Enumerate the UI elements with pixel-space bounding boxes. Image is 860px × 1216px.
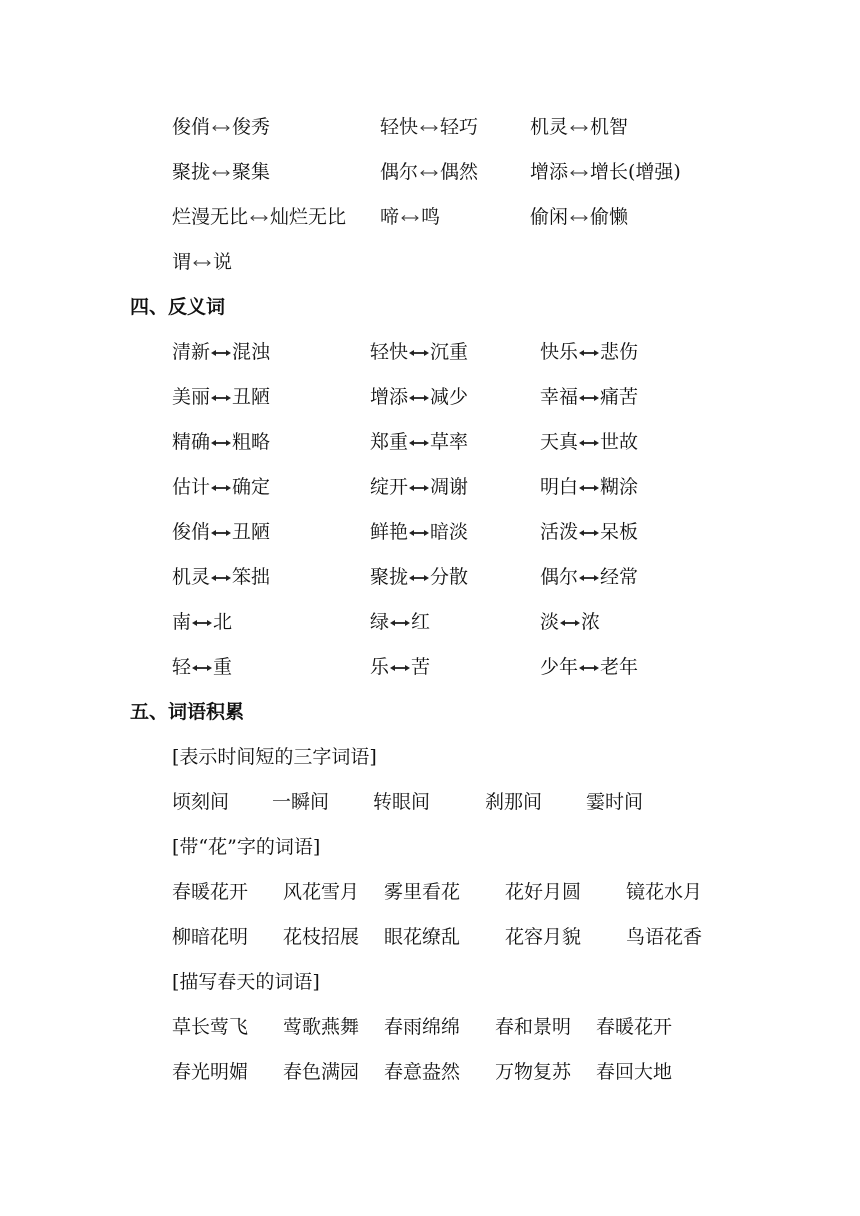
double-arrow-icon: [569, 214, 589, 222]
antonym-pair: 少年 老年: [540, 656, 639, 678]
double-arrow-icon: [192, 259, 212, 267]
vocab-word: 转眼间: [373, 791, 431, 813]
antonym-pair: 轻 重: [172, 656, 233, 678]
vocab-word: 春暖花开: [172, 881, 249, 903]
double-arrow-icon: [390, 619, 410, 627]
vocab-word: 春和景明: [495, 1016, 572, 1038]
antonym-pair: 幸福 痛苦: [540, 386, 639, 408]
antonym-pair: 天真 世故: [540, 431, 639, 453]
double-arrow-icon: [579, 349, 599, 357]
antonym-pair: 绿 红: [370, 611, 431, 633]
synonym-pair: 偶尔 偶然: [380, 161, 479, 183]
synonym-pair: 轻快 轻巧: [380, 116, 479, 138]
category-label: [描写春天的词语]: [172, 971, 320, 993]
double-arrow-icon: [579, 439, 599, 447]
double-arrow-icon: [409, 529, 429, 537]
section-heading-antonyms: 四、反义词: [130, 296, 226, 318]
double-arrow-icon: [419, 124, 439, 132]
vocab-word: 春色满园: [283, 1061, 360, 1083]
synonym-pair: 俊俏 俊秀: [172, 116, 271, 138]
antonym-pair: 轻快 沉重: [370, 341, 469, 363]
double-arrow-icon: [569, 169, 589, 177]
double-arrow-icon: [409, 349, 429, 357]
vocab-word: 春回大地: [596, 1061, 673, 1083]
antonym-pair: 郑重 草率: [370, 431, 469, 453]
antonym-pair: 偶尔 经常: [540, 566, 639, 588]
double-arrow-icon: [560, 619, 580, 627]
vocab-word: 霎时间: [586, 791, 644, 813]
double-arrow-icon: [409, 484, 429, 492]
double-arrow-icon: [409, 439, 429, 447]
double-arrow-icon: [211, 529, 231, 537]
synonym-pair: 聚拢 聚集: [172, 161, 271, 183]
vocab-word: 莺歌燕舞: [283, 1016, 360, 1038]
vocab-word: 草长莺飞: [172, 1016, 249, 1038]
synonym-pair: 谓 说: [172, 251, 233, 273]
category-label: [带“花”字的词语]: [172, 836, 321, 858]
vocab-word: 镜花水月: [626, 881, 703, 903]
vocab-word: 花枝招展: [283, 926, 360, 948]
double-arrow-icon: [192, 664, 212, 672]
double-arrow-icon: [579, 484, 599, 492]
double-arrow-icon: [579, 664, 599, 672]
antonym-pair: 明白 糊涂: [540, 476, 639, 498]
double-arrow-icon: [211, 394, 231, 402]
double-arrow-icon: [419, 169, 439, 177]
antonym-pair: 快乐 悲伤: [540, 341, 639, 363]
double-arrow-icon: [569, 124, 589, 132]
vocab-word: 刹那间: [485, 791, 543, 813]
double-arrow-icon: [211, 124, 231, 132]
double-arrow-icon: [249, 214, 269, 222]
antonym-pair: 俊俏 丑陋: [172, 521, 271, 543]
vocab-word: 鸟语花香: [626, 926, 703, 948]
antonym-pair: 聚拢 分散: [370, 566, 469, 588]
double-arrow-icon: [409, 574, 429, 582]
antonym-pair: 增添 减少: [370, 386, 469, 408]
vocab-word: 春暖花开: [596, 1016, 673, 1038]
antonym-pair: 南 北: [172, 611, 233, 633]
antonym-pair: 机灵 笨拙: [172, 566, 271, 588]
antonym-pair: 绽开 凋谢: [370, 476, 469, 498]
section-heading-vocabulary: 五、词语积累: [130, 701, 245, 723]
vocab-word: 雾里看花: [384, 881, 461, 903]
vocab-word: 风花雪月: [283, 881, 360, 903]
vocab-word: 花好月圆: [505, 881, 582, 903]
double-arrow-icon: [409, 394, 429, 402]
vocab-word: 春光明媚: [172, 1061, 249, 1083]
double-arrow-icon: [211, 349, 231, 357]
antonym-pair: 淡 浓: [540, 611, 601, 633]
synonym-pair: 增添 增长(增强): [530, 161, 681, 183]
antonym-pair: 活泼 呆板: [540, 521, 639, 543]
double-arrow-icon: [211, 439, 231, 447]
vocab-word: 一瞬间: [272, 791, 330, 813]
vocab-word: 顷刻间: [172, 791, 230, 813]
vocab-word: 春雨绵绵: [384, 1016, 461, 1038]
vocab-word: 春意盎然: [384, 1061, 461, 1083]
vocab-word: 柳暗花明: [172, 926, 249, 948]
double-arrow-icon: [211, 484, 231, 492]
double-arrow-icon: [211, 574, 231, 582]
synonym-pair: 机灵 机智: [530, 116, 629, 138]
double-arrow-icon: [400, 214, 420, 222]
double-arrow-icon: [192, 619, 212, 627]
vocab-word: 花容月貌: [505, 926, 582, 948]
double-arrow-icon: [211, 169, 231, 177]
vocab-word: 万物复苏: [495, 1061, 572, 1083]
synonym-pair: 偷闲 偷懒: [530, 206, 629, 228]
antonym-pair: 估计 确定: [172, 476, 271, 498]
double-arrow-icon: [579, 529, 599, 537]
synonym-pair: 啼 鸣: [380, 206, 441, 228]
category-label: [表示时间短的三字词语]: [172, 746, 377, 768]
antonym-pair: 清新 混浊: [172, 341, 271, 363]
antonym-pair: 乐 苦: [370, 656, 431, 678]
antonym-pair: 鲜艳 暗淡: [370, 521, 469, 543]
double-arrow-icon: [579, 574, 599, 582]
synonym-pair: 烂漫无比 灿烂无比: [172, 206, 347, 228]
double-arrow-icon: [579, 394, 599, 402]
double-arrow-icon: [390, 664, 410, 672]
antonym-pair: 精确 粗略: [172, 431, 271, 453]
vocab-word: 眼花缭乱: [384, 926, 461, 948]
antonym-pair: 美丽 丑陋: [172, 386, 271, 408]
